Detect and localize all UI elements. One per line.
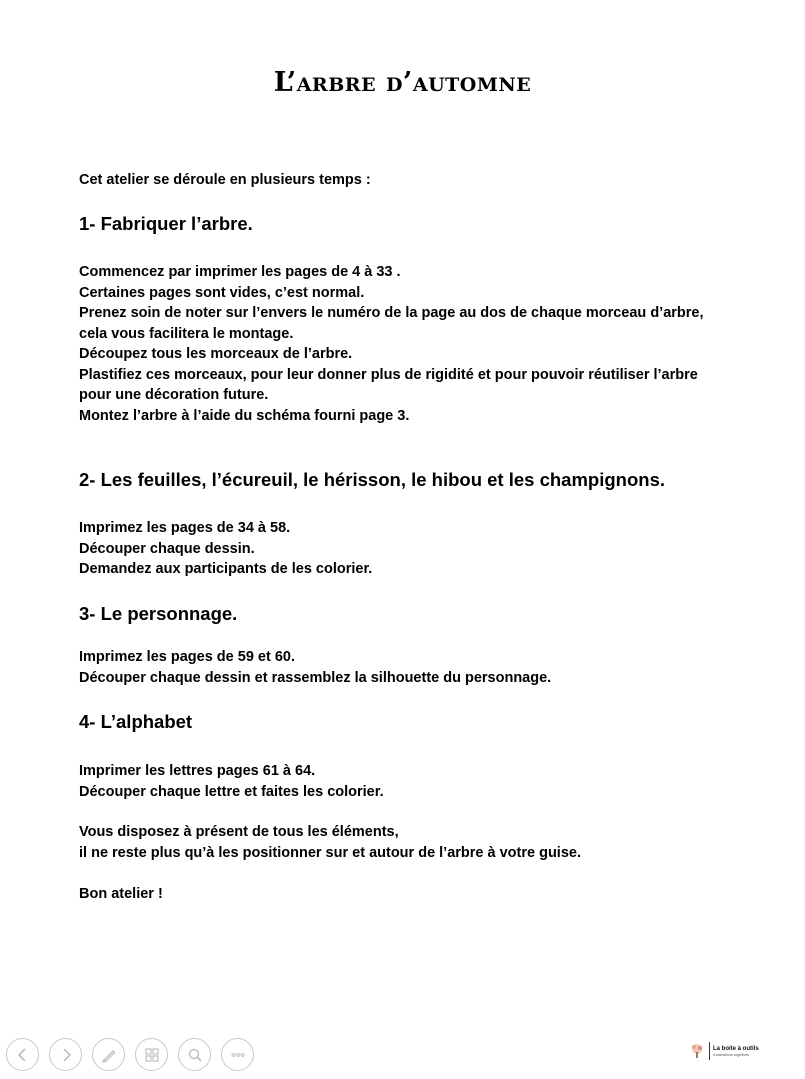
section-4-line: Imprimer les lettres pages 61 à 64. — [79, 763, 316, 779]
section-3-line: Découper chaque dessin et rassemblez la silhouette du personnage. — [79, 669, 552, 686]
section-1-body — [79, 262, 704, 426]
logo-tagline: d’animations cognitives — [713, 1052, 750, 1057]
brand-logo — [688, 1042, 759, 1060]
closing-text — [79, 822, 581, 863]
closing-line: il ne reste plus qu’à les positionner sur et autour de l’arbre à votre guise. — [79, 844, 581, 861]
section-1-line: Commencez par imprimer les pages de 4 à 33 . — [79, 264, 401, 280]
section-1-line: Montez l’arbre à l’aide du schéma fourni page 3. — [79, 407, 410, 424]
logo-divider — [709, 1042, 710, 1060]
section-1-line: Découpez tous les morceaux de l’arbre. — [79, 346, 353, 362]
intro-text: Cet atelier se déroule en plusieurs temps : — [79, 172, 371, 188]
presenter-toolbar — [6, 1038, 254, 1078]
section-1-heading: 1- Fabriquer l’arbre. — [79, 213, 253, 234]
next-icon — [57, 1046, 75, 1064]
previous-slide-button[interactable] — [6, 1038, 39, 1071]
see-all-slides-button[interactable] — [135, 1038, 168, 1071]
pen-button[interactable] — [92, 1038, 125, 1071]
previous-icon — [14, 1046, 32, 1064]
slides-grid-icon — [143, 1046, 161, 1064]
section-3-heading: 3- Le personnage. — [79, 603, 238, 624]
section-2-line: Imprimez les pages de 34 à 58. — [79, 520, 291, 536]
section-2-heading: 2- Les feuilles, l’écureuil, le hérisson, le hibou et les champignons. — [79, 469, 665, 490]
section-4-heading: 4- L’alphabet — [79, 711, 193, 732]
section-1-line: Certaines pages sont vides, c’est normal. — [79, 284, 365, 301]
section-2-body — [79, 518, 372, 580]
document-title: L’arbre d’automne — [273, 67, 532, 98]
section-1-line: pour une décoration future. — [79, 387, 269, 403]
section-2-line: Demandez aux participants de les colorier. — [79, 561, 373, 577]
tree-logo-icon — [688, 1042, 706, 1060]
section-1-line: Plastifiez ces morceaux, pour leur donner plus de rigidité et pour pouvoir réutiliser l’arbre — [79, 366, 698, 383]
section-4-body — [79, 761, 384, 802]
section-1-line: cela vous facilitera le montage. — [79, 325, 294, 342]
section-1-line: Prenez soin de noter sur l’envers le numéro de la page au dos de chaque morceau d’arbre, — [79, 305, 704, 321]
more-options-button[interactable] — [221, 1038, 254, 1071]
section-3-line: Imprimez les pages de 59 et 60. — [79, 649, 295, 665]
zoom-button[interactable] — [178, 1038, 211, 1071]
closing-line: Vous disposez à présent de tous les éléments, — [79, 824, 399, 840]
section-3-body — [79, 647, 551, 688]
section-2-line: Découper chaque dessin. — [79, 540, 255, 557]
zoom-icon — [186, 1046, 204, 1064]
next-slide-button[interactable] — [49, 1038, 82, 1071]
section-4-line: Découper chaque lettre et faites les colorier. — [79, 783, 384, 800]
more-icon — [229, 1046, 247, 1064]
logo-name: La boite à outils — [713, 1045, 759, 1052]
logo-wordmark — [713, 1046, 759, 1057]
signoff-text: Bon atelier ! — [79, 886, 163, 902]
pen-icon — [100, 1046, 118, 1064]
